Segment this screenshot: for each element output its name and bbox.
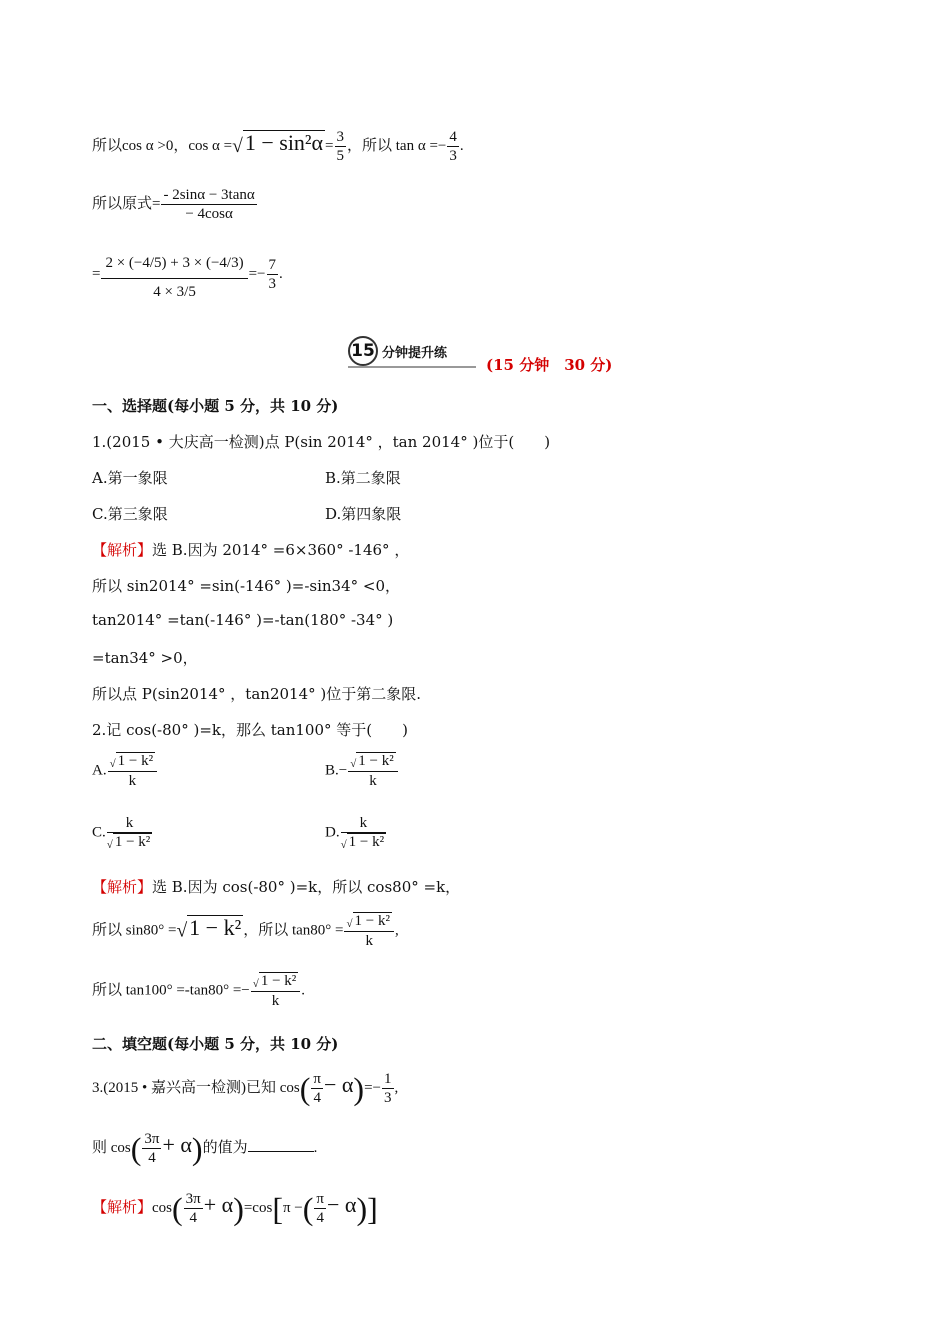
frac-den: k bbox=[369, 773, 377, 790]
solution-2-line-2: 所以 sin80° =√1 − k² ，所以 tan80° = $\frac{\text{√ 1 − k²}}{k}$ , bbox=[92, 913, 399, 950]
option-1d: D.第四象限 bbox=[325, 505, 402, 523]
frac-den: 3 bbox=[449, 148, 457, 164]
text: − α bbox=[323, 1071, 354, 1097]
frac-den: 3 bbox=[268, 276, 277, 292]
text: 3.(2015 • 嘉兴高一检测)已知 cos bbox=[92, 1079, 300, 1096]
frac-den: − 4cosα bbox=[185, 206, 233, 222]
text: . bbox=[459, 137, 464, 154]
text: . bbox=[301, 982, 306, 999]
question-3-stem: 3.(2015 • 嘉兴高一检测)已知 cos( $\frac{\pi}{4}$ − α)=− $\frac{1}{3}$ , bbox=[92, 1070, 399, 1107]
frac-den: 3 bbox=[384, 1090, 392, 1106]
frac-num: 4 bbox=[449, 129, 457, 145]
frac-num: - 2sinα − 3tanα bbox=[163, 187, 255, 203]
radicand: 1 − k² bbox=[117, 753, 154, 769]
text: , bbox=[394, 1079, 399, 1096]
frac-num: π bbox=[313, 1071, 321, 1087]
badge-underline bbox=[348, 366, 476, 368]
question-1-stem: 1.(2015 • 大庆高一检测)点 P(sin 2014° ，tan 2014° )位于( ) bbox=[92, 433, 551, 451]
option-letter: D. bbox=[325, 824, 340, 841]
text: 则 cos bbox=[92, 1139, 131, 1156]
solution-line-2 bbox=[92, 186, 258, 223]
radicand: 1 − k² bbox=[348, 834, 385, 850]
solution-1-line-4: =tan34° >0， bbox=[92, 649, 198, 667]
frac-num: 7 bbox=[268, 257, 277, 273]
frac-num: π bbox=[316, 1191, 324, 1207]
badge-time: (15 分钟 30 分) bbox=[486, 356, 613, 374]
frac-num: 3π bbox=[185, 1191, 201, 1207]
solution-line-3 bbox=[92, 248, 283, 301]
solution-tag: 【解析】 bbox=[92, 541, 153, 559]
text: + α bbox=[203, 1191, 234, 1217]
option-letter: B.− bbox=[325, 762, 348, 779]
text: π − bbox=[282, 1199, 303, 1216]
solution-1-line-5: 所以点 P(sin2014° ，tan2014° )位于第二象限. bbox=[92, 685, 422, 703]
text: . bbox=[313, 1139, 318, 1156]
section-badge bbox=[348, 336, 447, 366]
text: 所以原式= bbox=[92, 195, 161, 212]
text: , bbox=[395, 922, 399, 939]
text: =− bbox=[364, 1079, 381, 1096]
question-2-stem: 2.记 cos(-80° )=k，那么 tan100° 等于( ) bbox=[92, 721, 408, 739]
solution-1-line-3: tan2014° =tan(-146° )=-tan(180° -34° ) bbox=[92, 611, 394, 629]
radical-sign-icon: √ bbox=[176, 920, 188, 942]
frac-num: k bbox=[341, 814, 387, 833]
text: 所以 sin80° = bbox=[92, 922, 177, 939]
frac-den: k bbox=[365, 933, 373, 950]
frac-num: 2 × (−4/5) + 3 × (−4/3) bbox=[101, 248, 247, 279]
text: . bbox=[279, 265, 283, 282]
frac-den: 4 bbox=[316, 1210, 324, 1226]
solution-tag: 【解析】 bbox=[92, 878, 153, 896]
frac-den: 4 bbox=[148, 1150, 156, 1166]
option-2b: B.− $\frac{\text{√ 1 − k²}}{k}$ bbox=[325, 752, 399, 790]
text: ，所以 tan α =− bbox=[347, 137, 447, 154]
frac-den: 4 bbox=[189, 1210, 197, 1226]
text: =− bbox=[248, 265, 266, 282]
option-letter: C. bbox=[92, 824, 106, 841]
option-1b: B.第二象限 bbox=[325, 469, 401, 487]
text: cos bbox=[152, 1199, 173, 1216]
radicand: 1 − k² bbox=[260, 973, 297, 989]
radicand: 1 − k² bbox=[114, 834, 151, 850]
section-heading-2: 二、填空题(每小题 5 分，共 10 分) bbox=[92, 1035, 339, 1053]
radicand: 1 − k² bbox=[189, 914, 242, 940]
badge-number: 15 bbox=[348, 336, 378, 366]
text: 所以cos α >0，cos α = bbox=[92, 137, 233, 154]
question-3-ask: 则 cos( $\frac{3\pi}{4}$ + α)的值为 . bbox=[92, 1130, 318, 1167]
frac-num: 3 bbox=[336, 129, 345, 145]
text: = bbox=[325, 137, 334, 154]
option-1c: C.第三象限 bbox=[92, 505, 168, 523]
text: 选 B.因为 cos(-80° )=k，所以 cos80° =k， bbox=[152, 878, 461, 896]
frac-den: 5 bbox=[336, 148, 345, 164]
text: + α bbox=[162, 1131, 192, 1157]
option-2c: C. $\frac{k}{\text{√ 1 − k²}}$ bbox=[92, 815, 151, 851]
badge-label: 分钟提升练 bbox=[382, 345, 448, 361]
text: − α bbox=[327, 1191, 357, 1217]
frac-num: 3π bbox=[144, 1131, 160, 1147]
solution-2-line-3: 所以 tan100° =-tan80° =− $\frac{\text{√ 1 − k²}}{k}$ . bbox=[92, 973, 306, 1010]
text: 选 B.因为 2014° =6×360° -146° ， bbox=[152, 541, 410, 559]
text: ，所以 tan80° = bbox=[243, 922, 344, 939]
text: 的值为 bbox=[202, 1139, 248, 1156]
answer-blank[interactable] bbox=[248, 1151, 314, 1152]
frac-den: 4 bbox=[313, 1090, 321, 1106]
text: =cos bbox=[243, 1199, 273, 1216]
solution-tag: 【解析】 bbox=[92, 1199, 153, 1216]
solution-1-line-1 bbox=[92, 539, 409, 560]
text: = bbox=[92, 265, 101, 282]
radicand: 1 − sin²α bbox=[244, 129, 324, 155]
frac-num: 1 bbox=[384, 1071, 392, 1087]
solution-1-line-2: 所以 sin2014° =sin(-146° )=-sin34° <0， bbox=[92, 577, 401, 595]
option-letter: A. bbox=[92, 762, 107, 779]
radicand: 1 − k² bbox=[358, 753, 394, 769]
option-2d: D. $\frac{k}{\text{√ 1 − k²}}$ bbox=[325, 815, 385, 851]
option-1a: A.第一象限 bbox=[92, 469, 168, 487]
frac-num: k bbox=[107, 814, 153, 833]
radical-sign-icon: √ bbox=[232, 135, 243, 157]
radicand: 1 − k² bbox=[354, 913, 390, 929]
option-2a: A. $\frac{\text{√ 1 − k²}}{k}$ bbox=[92, 752, 158, 790]
solution-3-line-1: 【解析】cos( $\frac{3\pi}{4}$ + α)=cos[π −( $\frac{\pi}{4}$ − α)] bbox=[92, 1190, 378, 1227]
solution-line-1 bbox=[92, 128, 464, 165]
frac-den: 4 × 3/5 bbox=[153, 284, 196, 300]
frac-den: k bbox=[128, 773, 137, 790]
frac-den: k bbox=[271, 993, 280, 1010]
solution-2-line-1 bbox=[92, 876, 460, 897]
text: 所以 tan100° =-tan80° =− bbox=[92, 982, 250, 999]
section-heading-1: 一、选择题(每小题 5 分，共 10 分) bbox=[92, 397, 339, 415]
